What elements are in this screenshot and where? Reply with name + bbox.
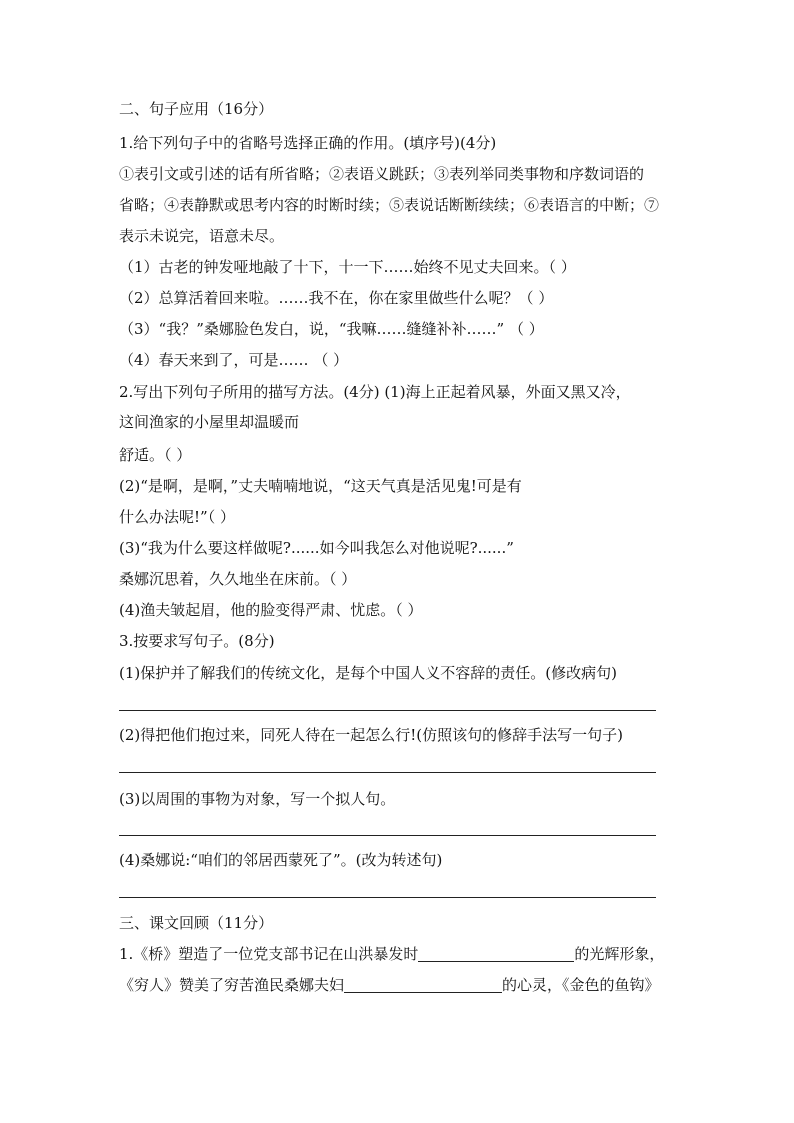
question-prompt: 2.写出下列句子所用的描写方法。(4分) (1)海上正起着风暴，外面又黑又冷， [119, 383, 631, 401]
answer-line[interactable] [119, 897, 656, 898]
question-item: (1)保护并了解我们的传统文化，是每个中国人义不容辞的责任。(修改病句) [119, 664, 617, 682]
question-prompt [119, 944, 664, 964]
question-text: 的光辉形象， [574, 945, 665, 963]
options-text: 表示未说完，语意未尽。 [119, 227, 285, 245]
section-heading: 二、句子应用（16分） [119, 100, 274, 118]
question-item: (4)渔夫皱起眉，他的脸变得严肃、忧虑。（ ） [119, 601, 423, 619]
section-heading: 三、课文回顾（11分） [119, 914, 274, 932]
question-prompt [119, 975, 660, 995]
question-item: (3)以周围的事物为对象，写一个拟人句。 [119, 790, 396, 808]
question-text: 的心灵，《金色的鱼钩》 [502, 976, 660, 994]
question-item: （3）“我？”桑娜脸色发白，说，“我嘛……缝缝补补……” （ ） [119, 320, 544, 338]
question-item: (2)得把他们抱过来，同死人待在一起怎么行!(仿照该句的修辞手法写一句子) [119, 726, 623, 744]
question-item: 舒适。（ ） [119, 446, 192, 464]
question-text: 《穷人》赞美了穷苦渔民桑娜夫妇 [119, 976, 345, 994]
options-text: ①表引文或引述的话有所省略；②表语义跳跃；③表列举同类事物和序数词语的 [119, 165, 645, 183]
question-item: （1）古老的钟发哑地敲了十下，十一下……始终不见丈夫回来。（ ） [119, 258, 576, 276]
question-item: (2)“是啊，是啊，”丈夫喃喃地说，“这天气真是活见鬼!可是有 [119, 477, 522, 495]
question-item: 桑娜沉思着，久久地坐在床前。（ ） [119, 570, 357, 588]
fill-blank[interactable] [418, 945, 574, 962]
answer-line[interactable] [119, 835, 656, 836]
options-text: 省略；④表静默或思考内容的时断时续；⑤表说话断断续续；⑥表语言的中断；⑦ [119, 196, 660, 214]
question-prompt: 1.给下列句子中的省略号选择正确的作用。(填序号)(4分) [119, 134, 497, 152]
question-text: 1.《桥》塑造了一位党支部书记在山洪暴发时 [119, 945, 419, 963]
answer-line[interactable] [119, 710, 656, 711]
answer-line[interactable] [119, 772, 656, 773]
question-item: (4)桑娜说:“咱们的邻居西蒙死了”。(改为转述句) [119, 851, 443, 869]
question-item: (3)“我为什么要这样做呢?......如今叫我怎么对他说呢?......” [119, 539, 514, 557]
question-item: 什么办法呢!”（ ） [119, 508, 235, 526]
question-item: （4）春天来到了，可是…… （ ） [119, 351, 349, 369]
question-item: （2）总算活着回来啦。……我不在，你在家里做些什么呢？（ ） [119, 289, 554, 307]
fill-blank[interactable] [344, 976, 502, 993]
question-prompt: 这间渔家的小屋里却温暖而 [119, 413, 300, 431]
question-prompt: 3.按要求写句子。(8分) [119, 632, 275, 650]
